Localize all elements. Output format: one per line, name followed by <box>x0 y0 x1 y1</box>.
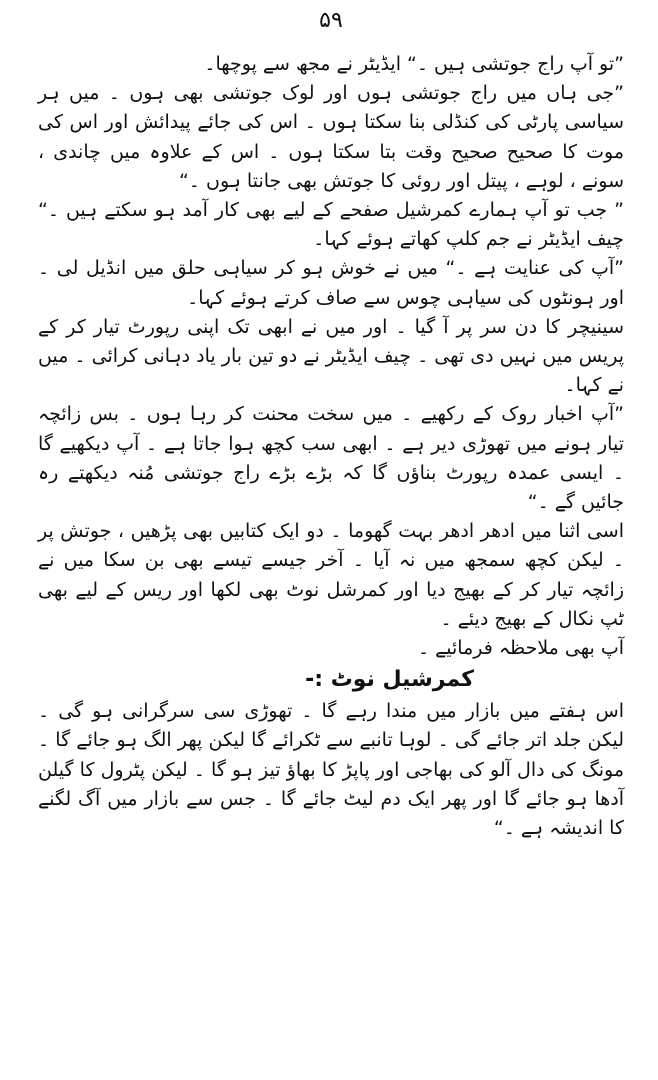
paragraph-2: ”جی ہاں میں راج جوتشی ہوں اور لوک جوتشی بھی ہوں ۔ میں ہر سیاسی پارٹی کی کنڈلی بنا سکتا ہوں ۔ اس کی جائے پیدائش اور اس کی موت کا صحیح صحیح وقت بتا سکتا ہوں ۔ اس کے علاوہ میں چاندی ، سونے ، لوہے ، پیتل اور روئی کا جوتش بھی جانتا ہوں ۔“ <box>38 82 624 192</box>
paragraph-8: آپ بھی ملاحظہ فرمائیے ۔ <box>417 637 624 660</box>
paragraph-7: اسی اثنا میں ادھر ادھر بہت گھوما ۔ دو ایک کتابیں بھی پڑھیں ، جوتش پر ۔ لیکن کچھ سمجھ میں نہ آیا ۔ آخر جیسے تیسے بھی بن سکا میں نے زائچہ تیار کر کے بھیج دیا اور کمرشل نوٹ بھی لکھا اور ریس کے لیے بھی ٹپ نکال کے بھیج دیئے ۔ <box>38 520 624 630</box>
paragraph-1: ”تو آپ راج جوتشی ہیں ۔“ ایڈیٹر نے مجھ سے پوچھا۔ <box>204 53 624 75</box>
paragraph-5: سینیچر کا دن سر پر آ گیا ۔ اور میں نے ابھی تک اپنی رپورٹ تیار کر کے پریس میں نہیں دی تھی ۔ چیف ایڈیٹر نے دو تین بار یاد دہانی کرائی ۔ میں نے کہا۔ <box>38 315 624 397</box>
paragraph-4: ”آپ کی عنایت ہے ۔“ میں نے خوش ہو کر سیاہی حلق میں انڈیل لی ۔ اور ہونٹوں کی سیاہی چوس سے صاف کرتے ہوئے کہا۔ <box>38 257 624 309</box>
closing-paragraph: اس ہفتے میں بازار میں مندا رہے گا ۔ تھوڑی سی سرگرانی ہو گی ۔ لیکن جلد اتر جائے گی ۔ لوہا تانبے سے ٹکرائے گا لیکن پھر الگ ہو جائے گا ۔ مونگ کی دال آلو کی بھاجی اور پاپڑ کا بھاؤ تیز ہو گا ۔ لیکن پٹرول کا گیلن آدھا ہو جائے گا اور پھر ایک دم لیٹ جائے گا ۔ جس سے بازار میں آگ لگنے کا اندیشہ ہے ۔“ <box>38 700 624 840</box>
paragraph-3: ” جب تو آپ ہمارے کمرشیل صفحے کے لیے بھی کار آمد ہو سکتے ہیں ۔“ چیف ایڈیٹر نے جم کلپ کھاتے ہوئے کہا۔ <box>38 199 624 251</box>
page-body <box>38 50 624 843</box>
section-heading: کمرشیل نوٹ :- <box>305 667 474 693</box>
paragraph-6: ”آپ اخبار روک کے رکھیے ۔ میں سخت محنت کر رہا ہوں ۔ بس زائچہ تیار ہونے میں تھوڑی دیر ہے ۔ ابھی سب کچھ ہوا جاتا ہے ۔ آپ دیکھیے گا ۔ ایسی عمدہ رپورٹ بناؤں گا کہ بڑے بڑے راج جوتشی مُنہ دیکھتے رہ جائیں گے ۔“ <box>38 403 624 514</box>
page-number: ۵۹ <box>319 8 343 33</box>
